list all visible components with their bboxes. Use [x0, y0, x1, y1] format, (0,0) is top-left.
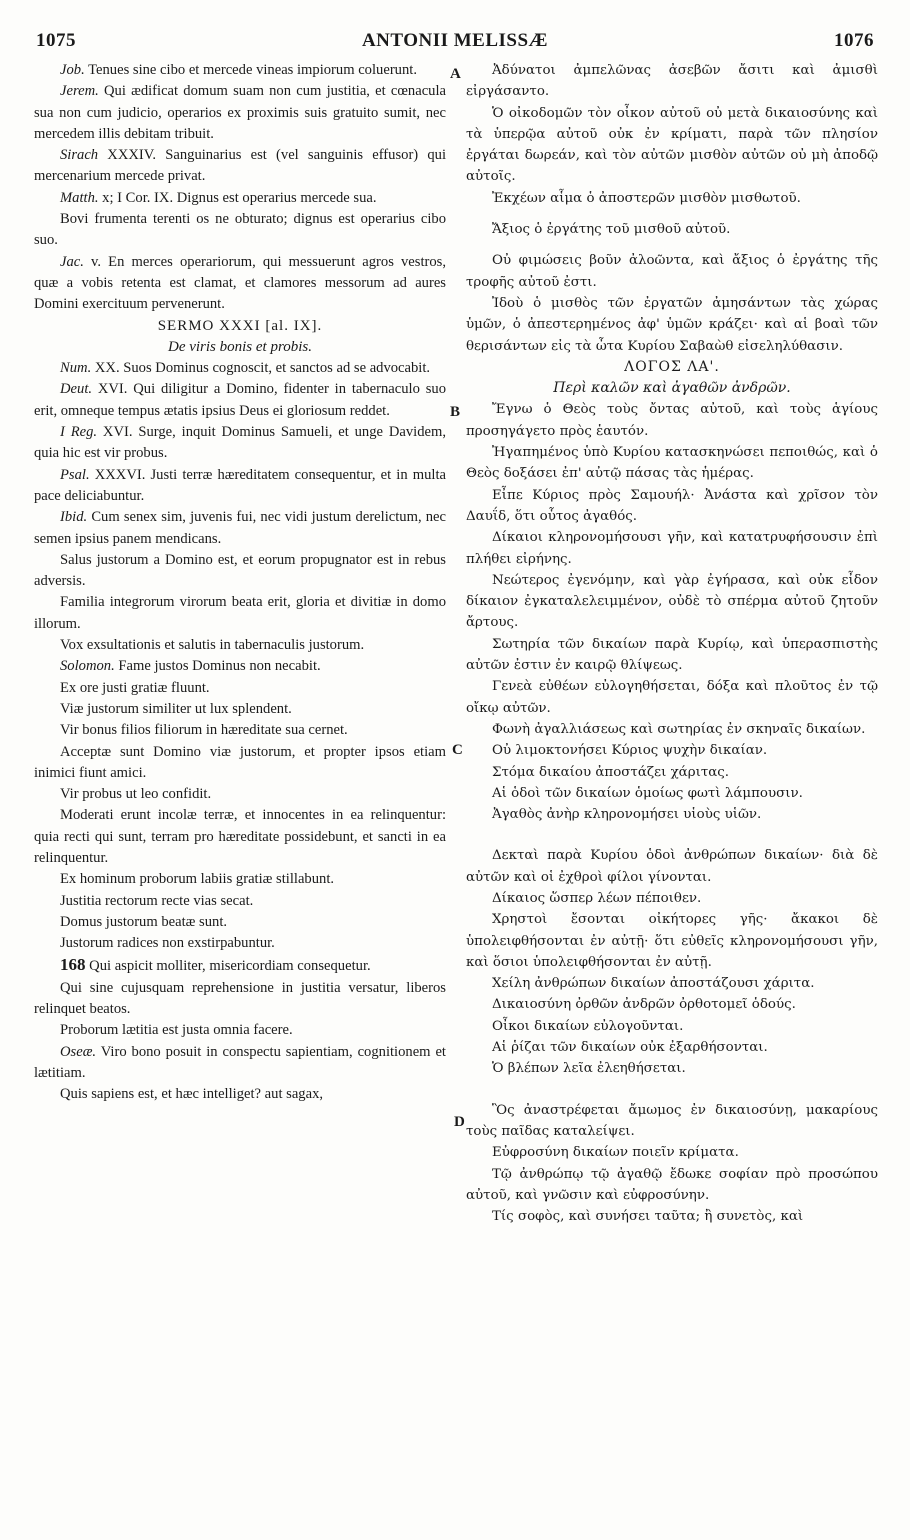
page-number-right: 1076 — [834, 30, 874, 51]
latin-paragraph: I Reg. XVI. Surge, inquit Dominus Samueli, et unge Davidem, quia hic est vir probus. — [34, 424, 446, 462]
greek-paragraph: Δεκταὶ παρὰ Κυρίου ὁδοὶ ἀνθρώπων δικαίων· διὰ δὲ αὐτῶν καὶ οἱ ἐχθροὶ φίλοι γίνονται. — [466, 848, 878, 885]
running-header — [36, 30, 874, 54]
latin-paragraph: Num. XX. Suos Dominus cognoscit, et sanctos ad se advocabit. — [60, 360, 431, 377]
latin-paragraph: Qui sine cujusquam reprehensione in justitia versatur, liberos relinquet beatos. — [34, 979, 446, 1018]
latin-paragraph: Deut. XVI. Qui diligitur a Domino, fidenter in tabernaculo suo erit, omneque tempus ætatis ipsius Deus ei gloriosum reddet. — [34, 381, 446, 419]
latin-paragraph: Justitia rectorum recte vias secat. — [60, 892, 254, 909]
margin-letter-a: A — [450, 66, 461, 82]
latin-paragraph: Solomon. Fame justos Dominus non necabit. — [60, 658, 321, 675]
greek-paragraph: Ἔγνω ὁ Θεὸς τοὺς ὄντας αὐτοῦ, καὶ τοὺς ἁγίους προσηγάγετο πρὸς ἑαυτόν. — [466, 402, 878, 439]
spacer — [466, 209, 878, 219]
latin-paragraph: Ex hominum proborum labiis gratiæ stillabunt. — [60, 871, 335, 888]
latin-paragraph: Acceptæ sunt Domino viæ justorum, et propter ipsos etiam inimici fiunt amici. — [34, 743, 446, 781]
latin-paragraph: Ibid. Cum senex sim, juvenis fui, nec vidi justum derelictum, nec semen ipsius panem mendicans. — [34, 509, 446, 547]
greek-paragraph: Νεώτερος ἐγενόμην, καὶ γὰρ ἐγήρασα, καὶ οὐκ εἶδον δίκαιον ἐγκαταλελειμμένον, οὐδὲ τὸ σπέρμα αὐτοῦ ζητοῦν ἄρτους. — [466, 572, 878, 631]
page-number-left: 1075 — [36, 30, 76, 51]
greek-paragraph: Αἱ ῥίζαι τῶν δικαίων οὐκ ἐξαρθήσονται. — [492, 1040, 768, 1056]
sermon-subtitle-latin: De viris bonis et probis. — [167, 338, 313, 355]
margin-letter-d: D — [454, 1114, 465, 1130]
greek-paragraph: Αἱ ὁδοὶ τῶν δικαίων ὁμοίως φωτὶ λάμπουσιν. — [492, 785, 803, 801]
spacer — [466, 240, 878, 250]
latin-paragraph: Jac. v. En merces operariorum, qui messuerunt agros vestros, quæ a vobis retenta est clamat, et clamores messorum ad aures Domini exercituum pervenerunt. — [34, 253, 446, 313]
greek-paragraph: Οὐ λιμοκτονήσει Κύριος ψυχὴν δικαίαν. — [492, 743, 768, 759]
greek-paragraph: Ὁ οἰκοδομῶν τὸν οἶκον αὐτοῦ οὐ μετὰ δικαιοσύνης καὶ τὰ ὑπερῷα αὐτοῦ οὐκ ἐν κρίματι, παρὰ τῶν πλησίον ἐργάται δωρεάν, καὶ τὸν αὐτῶν μισθὸν αὐτῶν οὐ μὴ ἀποδῷ αὐτοῖς. — [466, 105, 878, 185]
latin-paragraph: Familia integrorum virorum beata erit, gloria et divitiæ in domo illorum. — [34, 594, 446, 632]
latin-paragraph: Moderati erunt incolæ terræ, et innocentes in ea relinquentur: quia recti qui sunt, terram pro hæreditate possidebunt, et sancti in ea relinquentur. — [34, 807, 446, 866]
greek-paragraph: Δίκαιοι κληρονομήσουσι γῆν, καὶ κατατρυφήσουσιν ἐπὶ πλήθει εἰρήνης. — [466, 530, 878, 567]
greek-paragraph: Ἰδοὺ ὁ μισθὸς τῶν ἐργατῶν ἀμησάντων τὰς χώρας ὑμῶν, ὁ ἀπεστερημένος ἀφ' ὑμῶν κράζει· καὶ αἱ βοαὶ τῶν θερισάντων εἰς τὰ ὦτα Κυρίου Σαβαὼθ εἰσεληλύθασιν. — [466, 295, 878, 354]
greek-paragraph: Σωτηρία τῶν δικαίων παρὰ Κυρίῳ, καὶ ὑπερασπιστὴς αὐτῶν ἐστιν ἐν καιρῷ θλίψεως. — [466, 636, 878, 674]
greek-paragraph: Δίκαιος ὥσπερ λέων πέποιθεν. — [492, 890, 702, 906]
running-title: ANTONII MELISSÆ — [361, 30, 549, 51]
spacer — [466, 825, 878, 845]
greek-paragraph: Ἀγαθὸς ἀνὴρ κληρονομήσει υἱοὺς υἱῶν. — [492, 807, 762, 823]
latin-paragraph: Vir probus ut leo confidit. — [60, 786, 212, 803]
greek-paragraph: Τίς σοφὸς, καὶ συνήσει ταῦτα; ἢ συνετὸς, καὶ — [492, 1209, 804, 1225]
greek-column — [466, 60, 878, 1227]
latin-paragraph: Proborum lætitia est justa omnia facere. — [60, 1022, 293, 1039]
latin-paragraph: 168 Qui aspicit molliter, misericordiam consequetur. — [60, 955, 371, 975]
greek-paragraph: Χρηστοὶ ἔσονται οἰκήτορες γῆς· ἄκακοι δὲ ὑπολειφθήσονται ἐν αὐτῇ· ὅτι εὐθεῖς κληρονομήσουσι γῆν, καὶ ὅσιοι ὑπολειφθήσονται ἐν αὐτῇ. — [466, 912, 878, 970]
margin-letter-b: B — [450, 404, 461, 420]
greek-paragraph: Ἠγαπημένος ὑπὸ Κυρίου κατασκηνώσει πεποιθώς, καὶ ὁ Θεὸς δοξάσει ἐπ' αὐτῷ πάσας τὰς ἡμέρας. — [466, 445, 878, 482]
latin-paragraph: Vir bonus filios filiorum in hæreditate sua cernet. — [60, 722, 348, 739]
greek-paragraph: Χείλη ἀνθρώπων δικαίων ἀποστάζουσι χάριτα. — [492, 976, 815, 992]
greek-paragraph: Ἐκχέων αἷμα ὁ ἀποστερῶν μισθὸν μισθωτοῦ. — [492, 190, 801, 206]
greek-paragraph: Εὐφροσύνη δικαίων ποιεῖν κρίματα. — [492, 1145, 739, 1161]
greek-paragraph: Οἶκοι δικαίων εὐλογοῦνται. — [492, 1018, 684, 1034]
spacer — [466, 1080, 878, 1100]
latin-paragraph: Justorum radices non exstirpabuntur. — [60, 935, 275, 952]
greek-paragraph: Ὁ βλέπων λεῖα ἐλεηθήσεται. — [492, 1061, 686, 1077]
latin-paragraph: Viæ justorum similiter ut lux splendent. — [60, 700, 292, 717]
greek-paragraph: Γενεὰ εὐθέων εὐλογηθήσεται, δόξα καὶ πλοῦτος ἐν τῷ οἴκῳ αὐτῶν. — [466, 679, 878, 716]
greek-paragraph: Ἄξιος ὁ ἐργάτης τοῦ μισθοῦ αὐτοῦ. — [492, 222, 731, 238]
latin-paragraph: Jerem. Qui ædificat domum suam non cum justitia, et cœnacula sua non cum judicio, operarios ex proximis suis gratuito sumit, nec mercedem illis debitam tribuit. — [34, 83, 446, 142]
latin-paragraph: Quis sapiens est, et hæc intelliget? aut sagax, — [60, 1086, 324, 1103]
latin-paragraph: Domus justorum beatæ sunt. — [60, 913, 228, 930]
greek-paragraph: Στόμα δικαίου ἀποστάζει χάριτας. — [492, 764, 730, 780]
latin-paragraph: Vox exsultationis et salutis in tabernaculis justorum. — [60, 637, 365, 654]
greek-paragraph: Δικαιοσύνη ὀρθῶν ἀνδρῶν ὀρθοτομεῖ ὁδούς. — [492, 997, 796, 1013]
greek-paragraph: Ἀδύνατοι ἀμπελῶνας ἀσεβῶν ἄσιτι καὶ ἀμισθὶ εἰργάσαντο. — [466, 63, 878, 100]
latin-paragraph: Job. Tenues sine cibo et mercede vineas impiorum coluerunt. — [60, 62, 417, 78]
sermon-title-latin: SERMO XXXI [al. IX]. — [157, 317, 323, 334]
greek-paragraph: Εἶπε Κύριος πρὸς Σαμουήλ· Ἀνάστα καὶ χρῖσον τὸν Δαυΐδ, ὅτι οὗτος ἀγαθός. — [466, 487, 878, 524]
latin-paragraph: Bovi frumenta terenti os ne obturato; dignus est operarius cibo suo. — [34, 211, 446, 249]
greek-paragraph: Φωνὴ ἀγαλλιάσεως καὶ σωτηρίας ἐν σκηναῖς δικαίων. — [492, 721, 866, 737]
sermon-title-greek: ΛΟΓΟΣ ΛΑ'. — [624, 358, 720, 375]
latin-paragraph: Sirach XXXIV. Sanguinarius est (vel sanguinis effusor) qui mercenarium mercede privat. — [34, 147, 446, 185]
margin-letter-c: C — [452, 742, 463, 758]
latin-paragraph: Psal. XXXVI. Justi terræ hæreditatem consequentur, et in multa pace deliciabuntur. — [34, 466, 446, 504]
greek-paragraph: Ὃς ἀναστρέφεται ἄμωμος ἐν δικαιοσύνῃ, μακαρίους τοὺς παῖδας καταλείψει. — [466, 1102, 878, 1139]
sermon-subtitle-greek: Περὶ καλῶν καὶ ἀγαθῶν ἀνδρῶν. — [553, 380, 791, 397]
latin-paragraph: Ex ore justi gratiæ fluunt. — [60, 679, 210, 696]
greek-paragraph: Τῷ ἀνθρώπῳ τῷ ἀγαθῷ ἔδωκε σοφίαν πρὸ προσώπου αὐτοῦ, καὶ γνῶσιν καὶ εὐφροσύνην. — [466, 1166, 878, 1203]
latin-column — [34, 60, 446, 1106]
latin-paragraph: Salus justorum a Domino est, et eorum propugnator est in rebus adversis. — [34, 551, 446, 590]
column-number: 168 — [60, 955, 86, 975]
greek-paragraph: Οὐ φιμώσεις βοῦν ἀλοῶντα, καὶ ἄξιος ὁ ἐργάτης τῆς τροφῆς αὐτοῦ ἐστι. — [466, 253, 878, 290]
latin-paragraph: Oseæ. Viro bono posuit in conspectu sapientiam, cognitionem et lætitiam. — [34, 1043, 446, 1081]
latin-paragraph: Matth. x; I Cor. IX. Dignus est operarius mercede sua. — [60, 189, 377, 206]
